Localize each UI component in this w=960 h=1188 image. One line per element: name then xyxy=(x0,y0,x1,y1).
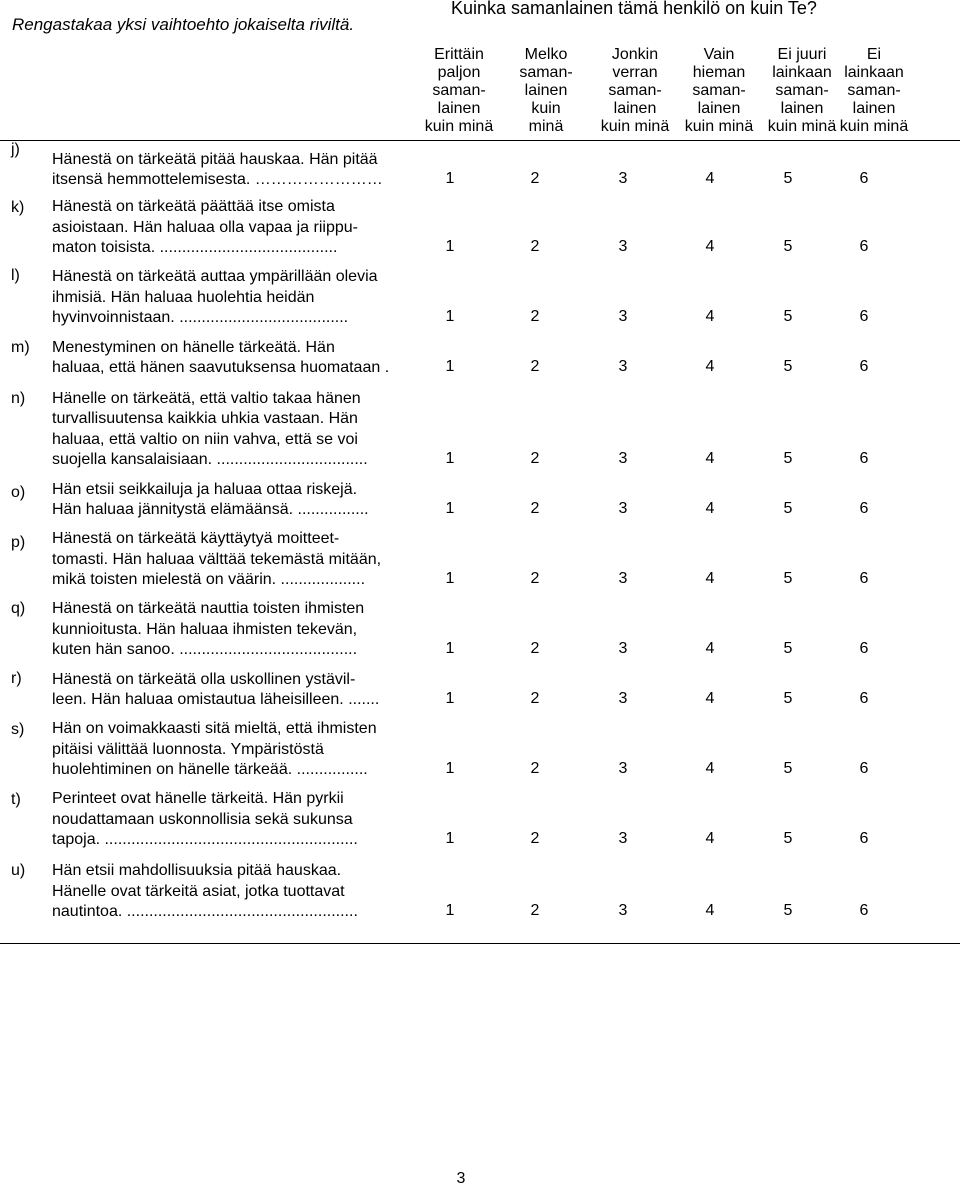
item-text-line: suojella kansalaisiaan. .................................. xyxy=(52,451,368,468)
scale-option-5[interactable]: 5 xyxy=(783,308,793,325)
scale-option-3[interactable]: 3 xyxy=(618,640,628,657)
item-text xyxy=(52,861,427,923)
scale-option-2[interactable]: 2 xyxy=(530,760,540,777)
item-text-line: hyvinvoinnistaan. ...................................... xyxy=(52,309,349,326)
scale-option-1[interactable]: 1 xyxy=(445,170,455,187)
item-text-line: Hän etsii mahdollisuuksia pitää hauskaa. xyxy=(52,862,342,879)
scale-option-1[interactable]: 1 xyxy=(445,690,455,707)
scale-option-4[interactable]: 4 xyxy=(705,830,715,847)
item-text xyxy=(52,599,427,661)
scale-option-6[interactable]: 6 xyxy=(859,570,869,587)
scale-option-4[interactable]: 4 xyxy=(705,450,715,467)
item-text-line: tapoja. ......................................................... xyxy=(52,831,358,848)
scale-option-1[interactable]: 1 xyxy=(445,570,455,587)
item-text-line: Hänestä on tärkeätä pitää hauskaa. Hän pitää xyxy=(52,150,378,168)
item-text xyxy=(52,197,427,259)
scale-option-1[interactable]: 1 xyxy=(445,640,455,657)
item-text xyxy=(52,150,427,191)
bottom-divider xyxy=(0,943,960,944)
item-letter: k) xyxy=(11,199,25,216)
item-letter: u) xyxy=(11,862,26,879)
item-text xyxy=(52,789,427,851)
scale-option-4[interactable]: 4 xyxy=(705,570,715,587)
item-text-line: pitäisi välittää luonnosta. Ympäristöstä xyxy=(52,740,324,758)
item-text-line: Hänelle on tärkeätä, että valtio takaa hänen xyxy=(52,389,361,407)
scale-option-6[interactable]: 6 xyxy=(859,238,869,255)
column-header-5: Ei juuri lainkaan saman- lainen kuin minä xyxy=(767,46,837,135)
scale-option-3[interactable]: 3 xyxy=(618,760,628,777)
scale-option-6[interactable]: 6 xyxy=(859,500,869,517)
column-header-6: Ei lainkaan saman- lainen kuin minä xyxy=(839,46,909,135)
item-letter: s) xyxy=(11,721,25,738)
item-text-line: turvallisuutensa kaikkia uhkia vastaan. Hän xyxy=(52,410,358,427)
item-text xyxy=(52,670,427,711)
scale-option-2[interactable]: 2 xyxy=(530,640,540,657)
item-text-line: noudattamaan uskonnollisia sekä sukunsa xyxy=(52,810,353,828)
scale-option-4[interactable]: 4 xyxy=(705,640,715,657)
scale-option-3[interactable]: 3 xyxy=(618,450,628,467)
item-text-line: kunnioitusta. Hän haluaa ihmisten tekevän, xyxy=(52,620,358,638)
page-number: 3 xyxy=(456,1170,466,1187)
item-text-line: tomasti. Hän haluaa välttää tekemästä mitään, xyxy=(52,550,382,568)
scale-option-6[interactable]: 6 xyxy=(859,830,869,847)
scale-option-4[interactable]: 4 xyxy=(705,690,715,707)
scale-option-2[interactable]: 2 xyxy=(530,570,540,587)
item-text xyxy=(52,338,427,379)
item-letter: q) xyxy=(11,600,26,617)
scale-option-3[interactable]: 3 xyxy=(618,902,628,919)
item-text-line: asioistaan. Hän haluaa olla vapaa ja riippu- xyxy=(52,218,358,236)
item-text-line: Hänestä on tärkeätä olla uskollinen ystävil- xyxy=(52,670,356,688)
item-text xyxy=(52,389,427,471)
item-text-line: nautintoa. .................................................... xyxy=(52,903,358,920)
item-text-line: haluaa, että valtio on niin vahva, että se voi xyxy=(52,430,358,448)
item-text-line: Hän on voimakkaasti sitä mieltä, että ihmisten xyxy=(52,720,377,737)
scale-option-3[interactable]: 3 xyxy=(618,570,628,587)
scale-option-1[interactable]: 1 xyxy=(445,358,455,375)
scale-option-1[interactable]: 1 xyxy=(445,308,455,325)
scale-option-1[interactable]: 1 xyxy=(445,500,455,517)
item-text-line: itsensä hemmottelemisesta. …………………… xyxy=(52,171,383,188)
item-text-line: leen. Hän haluaa omistautua läheisilleen. ....... xyxy=(52,691,380,708)
scale-option-5[interactable]: 5 xyxy=(783,450,793,467)
item-text xyxy=(52,480,427,521)
scale-option-4[interactable]: 4 xyxy=(705,902,715,919)
scale-option-2[interactable]: 2 xyxy=(530,308,540,325)
scale-option-3[interactable]: 3 xyxy=(618,170,628,187)
scale-option-3[interactable]: 3 xyxy=(618,238,628,255)
item-text-line: Hänestä on tärkeätä nauttia toisten ihmisten xyxy=(52,600,365,617)
scale-option-6[interactable]: 6 xyxy=(859,690,869,707)
item-text xyxy=(52,529,427,591)
scale-option-6[interactable]: 6 xyxy=(859,902,869,919)
item-letter: o) xyxy=(11,484,26,501)
scale-option-5[interactable]: 5 xyxy=(783,760,793,777)
scale-option-4[interactable]: 4 xyxy=(705,238,715,255)
item-text-line: Hän etsii seikkailuja ja haluaa ottaa riskejä. xyxy=(52,480,358,498)
column-header-4: Vain hieman saman- lainen kuin minä xyxy=(684,46,754,135)
item-letter: m) xyxy=(11,339,30,356)
item-text-line: Hänestä on tärkeätä käyttäytyä moitteet- xyxy=(52,530,340,547)
scale-option-2[interactable]: 2 xyxy=(530,238,540,255)
scale-option-3[interactable]: 3 xyxy=(618,690,628,707)
item-letter: j) xyxy=(11,141,20,158)
scale-option-1[interactable]: 1 xyxy=(445,902,455,919)
scale-option-5[interactable]: 5 xyxy=(783,640,793,657)
scale-option-5[interactable]: 5 xyxy=(783,902,793,919)
item-text xyxy=(52,719,427,781)
column-header-1: Erittäin paljon saman- lainen kuin minä xyxy=(424,46,494,135)
question-heading: Kuinka samanlainen tämä henkilö on kuin Te? xyxy=(451,0,817,18)
scale-option-3[interactable]: 3 xyxy=(618,358,628,375)
scale-option-5[interactable]: 5 xyxy=(783,570,793,587)
scale-option-5[interactable]: 5 xyxy=(783,170,793,187)
header-divider xyxy=(0,140,960,141)
scale-option-4[interactable]: 4 xyxy=(705,170,715,187)
scale-option-5[interactable]: 5 xyxy=(783,500,793,517)
scale-option-2[interactable]: 2 xyxy=(530,170,540,187)
item-letter: t) xyxy=(11,791,21,808)
scale-option-6[interactable]: 6 xyxy=(859,170,869,187)
scale-option-2[interactable]: 2 xyxy=(530,690,540,707)
column-header-3: Jonkin verran saman- lainen kuin minä xyxy=(600,46,670,135)
item-text-line: huolehtiminen on hänelle tärkeää. ................ xyxy=(52,761,368,778)
scale-option-2[interactable]: 2 xyxy=(530,902,540,919)
item-text-line: Perinteet ovat hänelle tärkeitä. Hän pyrkii xyxy=(52,790,344,807)
item-text-line: maton toisista. ........................................ xyxy=(52,239,338,256)
scale-option-5[interactable]: 5 xyxy=(783,690,793,707)
item-letter: p) xyxy=(11,534,26,551)
item-text-line: Hänestä on tärkeätä auttaa ympärillään olevia xyxy=(52,268,378,285)
scale-option-4[interactable]: 4 xyxy=(705,760,715,777)
scale-option-1[interactable]: 1 xyxy=(445,760,455,777)
scale-option-1[interactable]: 1 xyxy=(445,830,455,847)
item-text-line: Menestyminen on hänelle tärkeätä. Hän xyxy=(52,338,335,356)
scale-option-4[interactable]: 4 xyxy=(705,308,715,325)
scale-option-6[interactable]: 6 xyxy=(859,358,869,375)
item-text-line: kuten hän sanoo. ........................................ xyxy=(52,641,358,658)
scale-option-3[interactable]: 3 xyxy=(618,830,628,847)
scale-option-2[interactable]: 2 xyxy=(530,830,540,847)
scale-option-6[interactable]: 6 xyxy=(859,308,869,325)
item-text-line: Hänelle ovat tärkeitä asiat, jotka tuottavat xyxy=(52,882,345,900)
item-letter: l) xyxy=(11,267,20,284)
scale-option-1[interactable]: 1 xyxy=(445,450,455,467)
scale-option-3[interactable]: 3 xyxy=(618,500,628,517)
item-text-line: Hän haluaa jännitystä elämäänsä. ................ xyxy=(52,501,369,518)
scale-option-2[interactable]: 2 xyxy=(530,358,540,375)
item-letter: r) xyxy=(11,670,22,687)
instruction-text: Rengastakaa yksi vaihtoehto jokaiselta riviltä. xyxy=(12,15,355,34)
item-text-line: ihmisiä. Hän haluaa huolehtia heidän xyxy=(52,288,315,306)
item-text-line: mikä toisten mielestä on väärin. ................... xyxy=(52,571,366,588)
item-text-line: Hänestä on tärkeätä päättää itse omista xyxy=(52,198,335,215)
scale-option-5[interactable]: 5 xyxy=(783,238,793,255)
scale-option-4[interactable]: 4 xyxy=(705,358,715,375)
scale-option-2[interactable]: 2 xyxy=(530,500,540,517)
item-text xyxy=(52,267,427,329)
column-header-2: Melko saman- lainen kuin minä xyxy=(519,46,573,135)
scale-option-2[interactable]: 2 xyxy=(530,450,540,467)
scale-option-5[interactable]: 5 xyxy=(783,358,793,375)
item-text-line: haluaa, että hänen saavutuksensa huomataan . xyxy=(52,359,390,376)
scale-option-3[interactable]: 3 xyxy=(618,308,628,325)
scale-option-1[interactable]: 1 xyxy=(445,238,455,255)
scale-option-5[interactable]: 5 xyxy=(783,830,793,847)
scale-option-6[interactable]: 6 xyxy=(859,760,869,777)
scale-option-6[interactable]: 6 xyxy=(859,640,869,657)
scale-option-6[interactable]: 6 xyxy=(859,450,869,467)
scale-option-4[interactable]: 4 xyxy=(705,500,715,517)
item-letter: n) xyxy=(11,390,26,407)
